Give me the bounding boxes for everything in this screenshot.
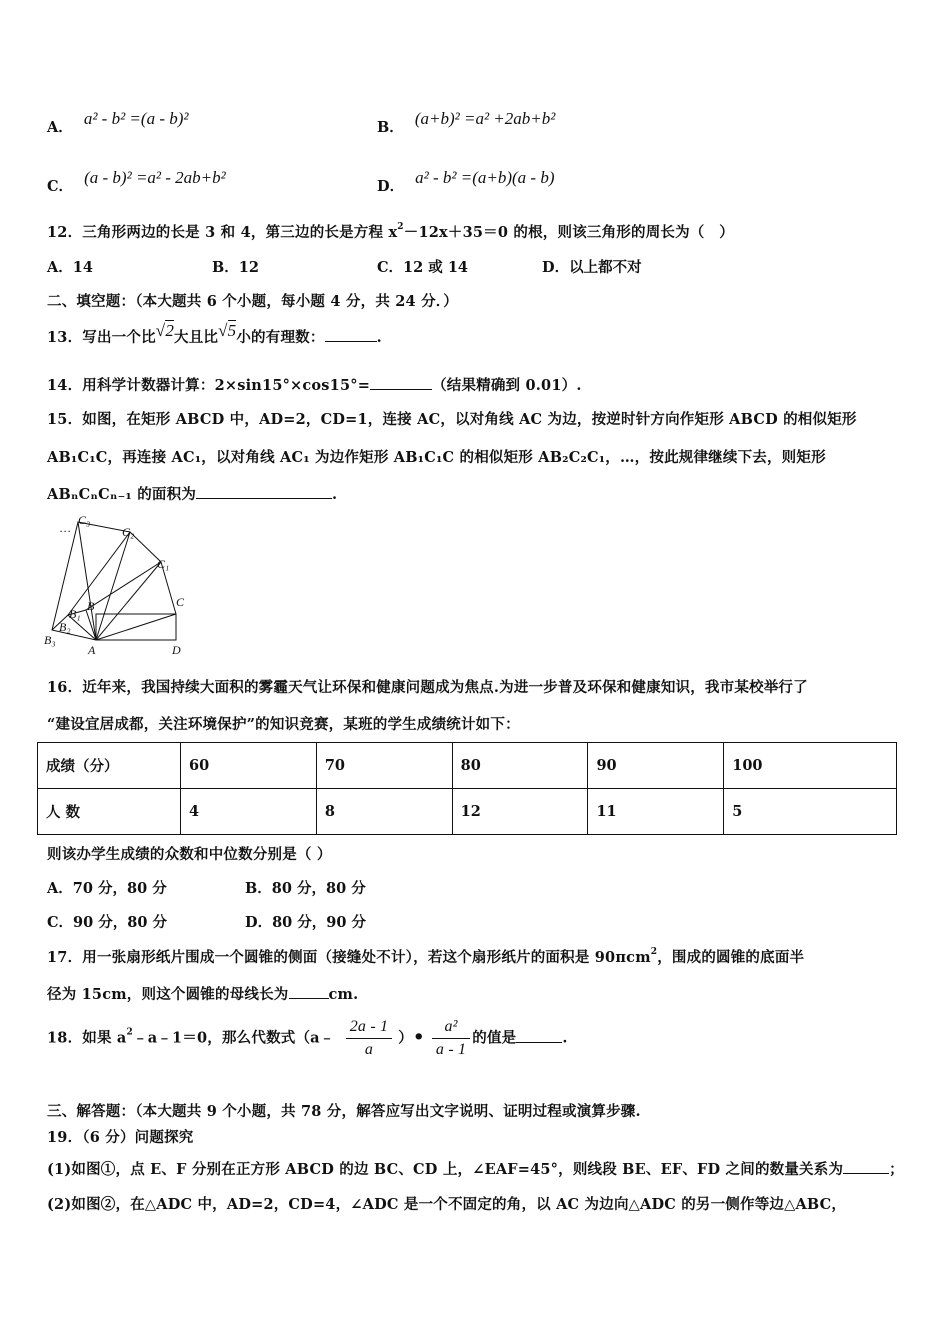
table-cell: 8 bbox=[316, 789, 452, 835]
q16-option-a: A．70 分，80 分 bbox=[47, 880, 167, 897]
fig-label: … bbox=[60, 521, 71, 535]
table-cell: 70 bbox=[316, 743, 452, 789]
table-row bbox=[38, 789, 897, 835]
q19-part-1 bbox=[47, 1158, 904, 1179]
exponent: 2 bbox=[650, 947, 658, 957]
answer-blank[interactable] bbox=[843, 1161, 889, 1174]
fraction-denominator: a bbox=[364, 1041, 374, 1058]
fig-label: C₁ bbox=[157, 557, 170, 571]
table-cell: 5 bbox=[724, 789, 897, 835]
q17-line-1-pre: 17．用一张扇形纸片围成一个圆锥的侧面（接缝处不计），若这个扇形纸片的面积是 90πcm bbox=[47, 949, 651, 966]
q12-stem-post: －12x＋35＝0 的根，则该三角形的周长为（ ） bbox=[403, 224, 734, 241]
q12-stem bbox=[47, 221, 734, 242]
q18-paren: ） bbox=[398, 1029, 413, 1047]
sqrt-2: √2 bbox=[155, 321, 175, 340]
table-cell: 4 bbox=[181, 789, 317, 835]
q17-line-2-pre: 径为 15cm，则这个圆锥的母线长为 bbox=[47, 986, 289, 1003]
answer-blank[interactable] bbox=[325, 329, 377, 342]
option-label: D． bbox=[377, 178, 405, 195]
q19-part-1-end: ； bbox=[889, 1161, 904, 1178]
section-3-header: 三、解答题：（本大题共 9 个小题，共 78 分，解答应写出文字说明、证明过程或演算步骤. bbox=[47, 1103, 641, 1120]
table-cell: 60 bbox=[181, 743, 317, 789]
q15-line-3-text: ABₙCₙCₙ₋₁ 的面积为 bbox=[47, 486, 197, 503]
q17-line-1-post: ，围成的圆锥的底面半 bbox=[657, 949, 805, 966]
fraction-denominator: a - 1 bbox=[435, 1041, 467, 1058]
answer-blank[interactable] bbox=[370, 377, 432, 390]
q11-option-c bbox=[47, 168, 226, 196]
fig-label: B₃ bbox=[44, 633, 56, 647]
q18-post: 的值是 bbox=[472, 1029, 517, 1047]
diagonal-ac1 bbox=[96, 562, 161, 640]
fraction-1 bbox=[346, 1018, 393, 1059]
fig-label: D bbox=[172, 643, 181, 657]
q11-option-d bbox=[377, 168, 555, 196]
exponent: 2 bbox=[397, 222, 404, 232]
radicand-2: 5 bbox=[227, 321, 237, 340]
q15-line-1: 15．如图，在矩形 ABCD 中，AD=2，CD=1，连接 AC，以对角线 AC 为边，按逆时针方向作矩形 ABCD 的相似矩形 bbox=[47, 411, 857, 428]
table-cell: 11 bbox=[588, 789, 724, 835]
option-label: C． bbox=[47, 178, 74, 195]
fig-label: B₂ bbox=[59, 620, 71, 634]
answer-blank[interactable] bbox=[196, 486, 332, 499]
fraction-2 bbox=[432, 1018, 470, 1059]
q11-option-a bbox=[47, 109, 189, 137]
q18-condition: ﹣a﹣1＝0，那么代数式（a﹣ bbox=[133, 1029, 335, 1047]
q15-figure bbox=[40, 512, 200, 660]
q14-post: （结果精确到 0.01）. bbox=[432, 377, 582, 394]
table-cell: 80 bbox=[452, 743, 588, 789]
fig-label: B₁ bbox=[69, 607, 81, 621]
q18-pre: 18．如果 a bbox=[47, 1029, 127, 1047]
table-cell: 成绩（分） bbox=[38, 743, 181, 789]
table-cell: 90 bbox=[588, 743, 724, 789]
score-table bbox=[37, 742, 897, 835]
table-cell: 12 bbox=[452, 789, 588, 835]
radicand-1: 2 bbox=[165, 321, 175, 340]
q12-option-d: D．以上都不对 bbox=[542, 259, 642, 276]
q17-line-1 bbox=[47, 946, 804, 967]
q17-line-2-post: cm. bbox=[328, 986, 359, 1003]
q16-option-d: D．80 分，90 分 bbox=[245, 914, 367, 931]
q19-part-1-text: (1)如图①，点 E、F 分别在正方形 ABCD 的边 BC、CD 上，∠EAF=45°，则线段 BE、EF、FD 之间的数量关系为 bbox=[47, 1161, 844, 1178]
q11-option-b bbox=[377, 109, 556, 137]
option-expression: a² - b² =(a+b)(a - b) bbox=[415, 168, 555, 187]
q17-line-2 bbox=[47, 983, 358, 1004]
q16-line-1: 16．近年来，我国持续大面积的雾霾天气让环保和健康问题成为焦点.为进一步普及环保和健康知识，我市某校举行了 bbox=[47, 679, 808, 696]
q15-line-2: AB₁C₁C，再连接 AC₁，以对角线 AC₁ 为边作矩形 AB₁C₁C 的相似矩形 AB₂C₂C₁，…，按此规律继续下去，则矩形 bbox=[47, 449, 826, 466]
diagonal-ac2 bbox=[96, 532, 130, 640]
option-label: B． bbox=[377, 119, 404, 136]
q15-line-3 bbox=[47, 483, 337, 504]
fig-label: C bbox=[176, 595, 185, 609]
q13-end: . bbox=[376, 329, 382, 346]
q16-option-b: B．80 分，80 分 bbox=[245, 880, 366, 897]
q16-line-2: “建设宜居成都，关注环境保护”的知识竞赛，某班的学生成绩统计如下： bbox=[47, 716, 520, 733]
q12-option-b: B．12 bbox=[212, 259, 259, 276]
answer-blank[interactable] bbox=[289, 986, 329, 999]
q12-option-a: A．14 bbox=[47, 259, 93, 276]
option-expression: (a - b)² =a² - 2ab+b² bbox=[84, 168, 226, 187]
option-expression: a² - b² =(a - b)² bbox=[83, 109, 189, 128]
option-expression: (a+b)² =a² +2ab+b² bbox=[414, 109, 556, 128]
fig-label: A bbox=[88, 643, 96, 657]
q15-end: . bbox=[332, 486, 338, 503]
q12-stem-pre: 12．三角形两边的长是 3 和 4，第三边的长是方程 x bbox=[47, 224, 398, 241]
table-cell: 人 数 bbox=[38, 789, 181, 835]
q13-pre: 13．写出一个比 bbox=[47, 329, 156, 346]
fraction-numerator: 2a - 1 bbox=[346, 1018, 393, 1039]
section-2-header: 二、填空题：（本大题共 6 个小题，每小题 4 分，共 24 分．） bbox=[47, 293, 458, 310]
q18 bbox=[47, 1018, 568, 1059]
q13-mid: 大且比 bbox=[174, 329, 219, 346]
fraction-numerator: a² bbox=[432, 1018, 470, 1039]
diagonal-ac bbox=[96, 614, 176, 640]
q13 bbox=[47, 321, 382, 347]
q16-option-c: C．90 分，80 分 bbox=[47, 914, 167, 931]
table-cell: 100 bbox=[724, 743, 897, 789]
option-label: A． bbox=[47, 119, 73, 136]
exponent: 2 bbox=[126, 1027, 133, 1038]
fig-label: B bbox=[87, 599, 95, 613]
q12-option-c: C．12 或 14 bbox=[377, 259, 468, 276]
answer-blank[interactable] bbox=[516, 1030, 562, 1043]
q19-title: 19．（6 分）问题探究 bbox=[47, 1129, 194, 1146]
table-row bbox=[38, 743, 897, 789]
q14 bbox=[47, 374, 582, 395]
sqrt-5: √5 bbox=[218, 321, 237, 340]
q16-question: 则该办学生成绩的众数和中位数分别是（ ） bbox=[47, 846, 332, 863]
fig-label: C₃ bbox=[78, 513, 91, 527]
q14-text: 14．用科学计数器计算：2×sin15°×cos15°= bbox=[47, 377, 371, 394]
multiply-dot: • bbox=[412, 1026, 425, 1048]
q13-post: 小的有理数： bbox=[236, 329, 325, 346]
q18-end: . bbox=[562, 1029, 568, 1047]
fig-label: C₂ bbox=[122, 525, 135, 539]
q19-part-2: (2)如图②，在△ADC 中，AD=2，CD=4，∠ADC 是一个不固定的角，以 AC 为边向△ADC 的另一侧作等边△ABC， bbox=[47, 1196, 847, 1213]
